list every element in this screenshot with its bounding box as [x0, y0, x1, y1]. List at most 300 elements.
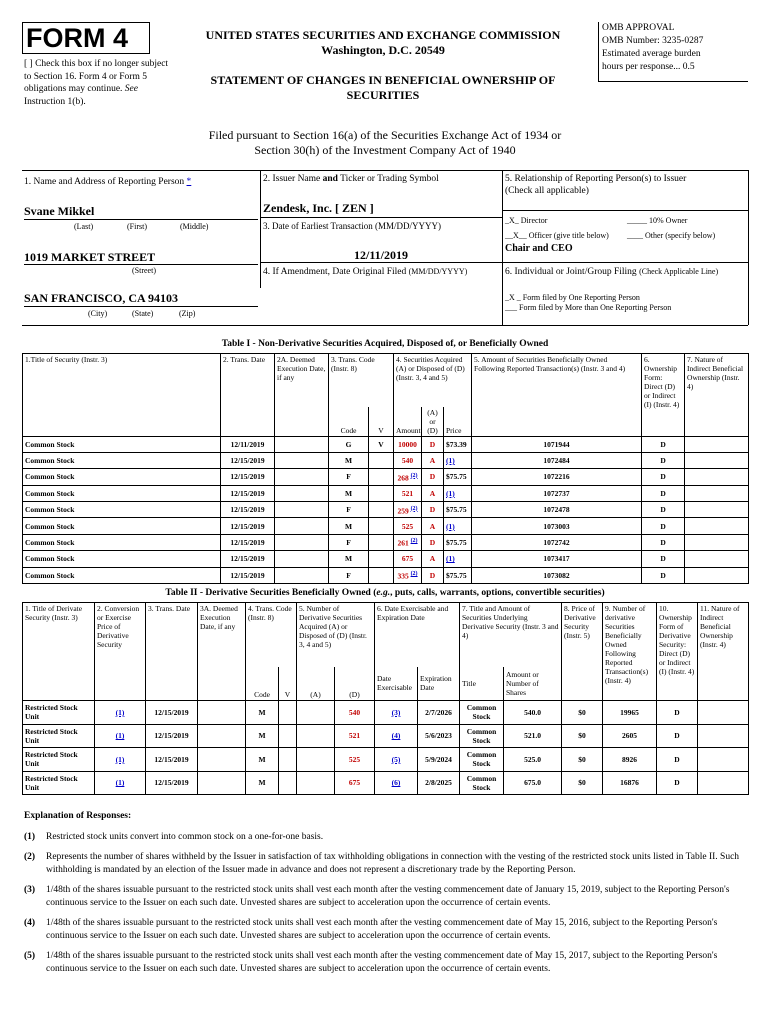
footnote-number: (2) [24, 852, 36, 862]
t1-header-nature: 7. Nature of Indirect Beneficial Ownership (Instr. 4) [685, 354, 749, 437]
t1-aord: D [422, 469, 444, 485]
t2-owned: 8926 [603, 748, 657, 772]
t2-conversion-footnote[interactable]: (1) [115, 778, 125, 788]
t1-owned: 1073082 [472, 567, 642, 583]
t2-nature [698, 748, 749, 772]
checkbox-note-instruction: Instruction 1(b). [24, 96, 86, 107]
footnote [24, 950, 748, 976]
t1-owned: 1072742 [472, 534, 642, 550]
t2-sub-a: (A) [297, 667, 335, 701]
t1-date: 12/15/2019 [221, 567, 275, 583]
t1-form: D [642, 502, 685, 518]
table-row [23, 724, 749, 748]
footnote-number: (4) [24, 918, 36, 928]
t1-amount-value: 521 [401, 488, 414, 498]
t1-nature [685, 567, 749, 583]
notes-title: Explanation of Responses: [24, 811, 132, 821]
t1-title: Common Stock [23, 436, 221, 452]
t1-deemed [275, 534, 329, 550]
t2-form: D [657, 724, 698, 748]
agency-name: UNITED STATES SECURITIES AND EXCHANGE COMMISSION [205, 28, 561, 42]
t1-nature [685, 436, 749, 452]
t1-title: Common Stock [23, 485, 221, 501]
t1-owned: 1073003 [472, 518, 642, 534]
reporting-person-section [22, 170, 748, 325]
t2-v [279, 724, 297, 748]
t1-deemed [275, 485, 329, 501]
t1-price-footnote[interactable]: (1) [446, 554, 455, 564]
t2-header-code: 4. Trans. Code (Instr. 8) [246, 603, 297, 667]
footnote [24, 884, 748, 910]
t1-title: Common Stock [23, 551, 221, 567]
agency-city: Washington, D.C. 20549 [321, 43, 445, 57]
table1-body [23, 436, 749, 584]
t1-title: Common Stock [23, 534, 221, 550]
t2-v [279, 771, 297, 795]
ten-percent-owner-checkbox[interactable]: _____ 10% Owner [627, 216, 688, 225]
box2-label-b: Ticker or Trading Symbol [340, 174, 439, 184]
t1-price-value: $75.75 [446, 570, 467, 580]
t1-v [369, 534, 394, 550]
t2-code: M [246, 701, 279, 725]
t1-title: Common Stock [23, 469, 221, 485]
t2-d: 675 [335, 771, 375, 795]
t2-underlying-amount: 540.0 [504, 701, 562, 725]
footnote-text: 1/48th of the shares issuable pursuant to the restricted stock units shall vest each month after the vesting commencement date of January 15, 2019, subject to the Reporting Person's continuous service to the Issuer on each such date. Unvested shares are subject to acceleration upon the occurrence of certain events. [46, 885, 730, 908]
t1-sub-v: V [369, 407, 394, 437]
t2-date: 12/15/2019 [146, 724, 198, 748]
box4-label-a: 4. If Amendment, Date Original Filed [263, 267, 407, 277]
t2-a [297, 724, 335, 748]
t1-deemed [275, 452, 329, 468]
t1-code: F [329, 534, 369, 550]
last-label: (Last) [74, 222, 94, 231]
t2-exercisable [375, 771, 418, 795]
statement-line-2: SECURITIES [346, 88, 420, 102]
table1-title: Table I - Non-Derivative Securities Acquired, Disposed of, or Beneficially Owned [221, 339, 549, 349]
table1 [22, 353, 749, 584]
t2-exercisable-footnote[interactable]: (5) [391, 754, 401, 764]
table-row [23, 534, 749, 550]
explanation-of-responses [24, 810, 748, 983]
t1-form: D [642, 469, 685, 485]
t2-sub-amount: Amount or Number of Shares [504, 667, 562, 701]
t2-underlying-amount: 521.0 [504, 724, 562, 748]
t1-price [444, 452, 472, 468]
t2-d: 521 [335, 724, 375, 748]
t1-amount-footnote[interactable]: (2) [410, 571, 418, 578]
t1-deemed [275, 436, 329, 452]
t2-exercisable [375, 748, 418, 772]
t2-expiration: 2/8/2025 [418, 771, 460, 795]
omb-approval: OMB APPROVAL [602, 23, 675, 33]
box2-label-a: 2. Issuer Name [263, 174, 321, 184]
box6-label [505, 266, 718, 278]
t1-amount-value: 261 [397, 538, 409, 548]
box1-label [24, 176, 191, 188]
t2-sub-v: V [279, 667, 297, 701]
table-row [23, 518, 749, 534]
t2-owned: 19965 [603, 701, 657, 725]
middle-label: (Middle) [180, 222, 209, 231]
t2-price: $0 [562, 724, 603, 748]
t1-header-title: 1.Title of Security (Instr. 3) [23, 354, 221, 437]
box5-label [505, 173, 745, 197]
filed-pursuant [100, 128, 670, 158]
t2-price: $0 [562, 771, 603, 795]
zip-label: (Zip) [179, 309, 196, 318]
filed-line-1: Filed pursuant to Section 16(a) of the Securities Exchange Act of 1934 or [208, 128, 562, 142]
t1-date: 12/15/2019 [221, 502, 275, 518]
t1-nature [685, 518, 749, 534]
checkbox-note-see: See [124, 84, 138, 94]
t1-code: F [329, 567, 369, 583]
footnote [24, 917, 748, 943]
footnote [24, 831, 748, 844]
t1-deemed [275, 469, 329, 485]
street-address: 1019 MARKET STREET [24, 250, 156, 264]
t2-conversion [95, 701, 146, 725]
t2-a [297, 771, 335, 795]
box4-label [263, 266, 467, 278]
checkbox-note [24, 58, 174, 108]
omb-number: OMB Number: 3235-0287 [602, 36, 704, 46]
t1-v [369, 485, 394, 501]
t2-nature [698, 701, 749, 725]
t1-owned: 1071944 [472, 436, 642, 452]
box5-label-text: 5. Relationship of Reporting Person(s) to Issuer [505, 174, 687, 184]
box5-sub: (Check all applicable) [505, 186, 589, 196]
box3-label: 3. Date of Earliest Transaction (MM/DD/YYYY) [263, 221, 441, 231]
table2-title-eg: e.g. [376, 588, 391, 598]
t1-amount [394, 518, 422, 534]
footnote-number: (3) [24, 885, 36, 895]
t2-title: Restricted Stock Unit [23, 724, 95, 748]
t2-nature [698, 771, 749, 795]
filing-one-person[interactable]: _X _ Form filed by One Reporting Person [505, 293, 640, 302]
filed-line-2: Section 30(h) of the Investment Company Act of 1940 [254, 143, 516, 157]
t2-deemed [198, 771, 246, 795]
footnote-text: 1/48th of the shares issuable pursuant to the restricted stock units shall vest each month after the vesting commencement date of May 15, 2016, subject to the Reporting Person's continuous service to the Issuer on each such date. Unvested shares are subject to acceleration upon the occurrence of certain events. [46, 918, 718, 941]
t2-v [279, 748, 297, 772]
t1-owned: 1072484 [472, 452, 642, 468]
t1-aord: A [422, 518, 444, 534]
footnote-text: 1/48th of the shares issuable pursuant to the restricted stock units shall vest each month after the vesting commencement date of May 15, 2017, subject to the Reporting Person's continuous service to the Issuer on each such date. Unvested shares are subject to acceleration upon the occurrence of certain events. [46, 951, 718, 974]
t2-owned: 16876 [603, 771, 657, 795]
t2-header-exercisable: 6. Date Exercisable and Expiration Date [375, 603, 460, 667]
omb-approval-box [598, 22, 748, 82]
t1-v [369, 469, 394, 485]
agency-heading [178, 28, 588, 58]
t2-owned: 2605 [603, 724, 657, 748]
box6-label-text: 6. Individual or Joint/Group Filing [505, 267, 637, 277]
t1-price [444, 534, 472, 550]
t1-amount-footnote[interactable]: (2) [410, 472, 418, 479]
t2-form: D [657, 771, 698, 795]
omb-burden-1: Estimated average burden [602, 49, 701, 59]
table-row [23, 567, 749, 583]
t1-deemed [275, 518, 329, 534]
t1-amount [394, 551, 422, 567]
t1-aord: A [422, 485, 444, 501]
box2-label [263, 173, 439, 185]
other-checkbox[interactable]: ____ Other (specify below) [627, 231, 716, 240]
t1-amount [394, 534, 422, 550]
t1-aord: A [422, 452, 444, 468]
street-label: (Street) [132, 266, 156, 275]
t2-a [297, 748, 335, 772]
footnote-text: Represents the number of shares withheld by the Issuer in satisfaction of tax withholding obligations in connection with the vesting of the restricted stock units listed in Table II. Such withholding is mandated by an election of the Issuer made in advance and does not represent a discretionary trade by the Reporting Person. [46, 852, 740, 875]
t1-date: 12/15/2019 [221, 485, 275, 501]
t2-conversion-footnote[interactable]: (1) [115, 754, 125, 764]
t2-header-title: 1. Title of Derivate Security (Instr. 3) [23, 603, 95, 701]
t1-deemed [275, 502, 329, 518]
t1-sub-amount: Amount [394, 407, 422, 437]
t1-header-deemed: 2A. Deemed Execution Date, if any [275, 354, 329, 437]
t1-aord: D [422, 502, 444, 518]
t1-aord: D [422, 436, 444, 452]
t1-price [444, 502, 472, 518]
t1-header-code: 3. Trans. Code (Instr. 8) [329, 354, 394, 407]
t1-amount-value: 10000 [398, 439, 417, 449]
t2-header-form: 10. Ownership Form of Derivative Security: Direct (D) or Indirect (I) (Instr. 4) [657, 603, 698, 701]
table-row [23, 436, 749, 452]
t1-title: Common Stock [23, 452, 221, 468]
t1-amount-footnote[interactable]: (2) [410, 505, 418, 512]
t1-price-value: $75.75 [446, 505, 467, 515]
t2-header-date: 3. Trans. Date [146, 603, 198, 701]
t1-price-footnote[interactable]: (1) [446, 488, 455, 498]
t1-aord: A [422, 551, 444, 567]
t1-owned: 1073417 [472, 551, 642, 567]
t2-title: Restricted Stock Unit [23, 748, 95, 772]
t1-aord: D [422, 567, 444, 583]
t1-amount [394, 567, 422, 583]
t1-header-owned: 5. Amount of Securities Beneficially Owned Following Reported Transaction(s) (Instr. 3 and 4) [472, 354, 642, 437]
t1-code: M [329, 518, 369, 534]
t1-sub-price: Price [444, 407, 472, 437]
table-row [23, 551, 749, 567]
t2-price: $0 [562, 748, 603, 772]
t1-date: 12/15/2019 [221, 469, 275, 485]
t2-form: D [657, 701, 698, 725]
t2-d: 540 [335, 701, 375, 725]
t2-date: 12/15/2019 [146, 701, 198, 725]
t2-nature [698, 724, 749, 748]
t2-exercisable [375, 724, 418, 748]
t2-expiration: 5/9/2024 [418, 748, 460, 772]
first-label: (First) [127, 222, 147, 231]
t2-title: Restricted Stock Unit [23, 701, 95, 725]
t1-form: D [642, 567, 685, 583]
footnote-text: Restricted stock units convert into common stock on a one-for-one basis. [46, 832, 324, 842]
t2-sub-title: Title [460, 667, 504, 701]
t2-underlying-title: Common Stock [460, 748, 504, 772]
footnote-number: (5) [24, 951, 36, 961]
t2-header-conversion: 2. Conversion or Exercise Price of Derivative Security [95, 603, 146, 701]
t2-sub-code: Code [246, 667, 279, 701]
table2-body [23, 701, 749, 795]
t2-exercisable [375, 701, 418, 725]
t1-nature [685, 485, 749, 501]
earliest-transaction-date: 12/11/2019 [354, 248, 409, 262]
t1-v [369, 551, 394, 567]
t1-price [444, 436, 472, 452]
t2-expiration: 2/7/2026 [418, 701, 460, 725]
t1-amount [394, 469, 422, 485]
t1-price-footnote[interactable]: (1) [446, 456, 455, 466]
t1-form: D [642, 551, 685, 567]
t1-amount-value: 335 [397, 571, 409, 581]
t1-amount-value: 525 [401, 521, 414, 531]
table-row [23, 701, 749, 725]
t1-v: V [369, 436, 394, 452]
t1-owned: 1072216 [472, 469, 642, 485]
t2-conversion-footnote[interactable]: (1) [115, 731, 125, 741]
t1-amount-value: 540 [401, 456, 414, 466]
t1-amount [394, 485, 422, 501]
t1-deemed [275, 567, 329, 583]
table2-title [22, 588, 748, 598]
t2-deemed [198, 701, 246, 725]
table-row [23, 502, 749, 518]
t1-nature [685, 452, 749, 468]
box4-label-b: (MM/DD/YYYY) [408, 267, 468, 276]
table2 [22, 602, 749, 795]
t1-price [444, 469, 472, 485]
t2-exercisable-footnote[interactable]: (4) [391, 731, 401, 741]
t1-form: D [642, 485, 685, 501]
t1-price [444, 518, 472, 534]
t1-nature [685, 534, 749, 550]
t1-header-form: 6. Ownership Form: Direct (D) or Indirect (I) (Instr. 4) [642, 354, 685, 437]
box1-star-link[interactable]: * [186, 177, 192, 187]
t2-title: Restricted Stock Unit [23, 771, 95, 795]
t1-v [369, 452, 394, 468]
t1-nature [685, 502, 749, 518]
t1-nature [685, 551, 749, 567]
table-row [23, 485, 749, 501]
t2-header-nature: 11. Nature of Indirect Beneficial Ownership (Instr. 4) [698, 603, 749, 701]
t1-form: D [642, 534, 685, 550]
t1-amount-value: 268 [397, 473, 409, 483]
t1-date: 12/11/2019 [221, 436, 275, 452]
city-state-zip: SAN FRANCISCO, CA 94103 [24, 291, 179, 305]
table-row [23, 469, 749, 485]
t1-title: Common Stock [23, 502, 221, 518]
t2-price: $0 [562, 701, 603, 725]
t1-date: 12/15/2019 [221, 551, 275, 567]
t2-sub-exercisable: Date Exercisable [375, 667, 418, 701]
t2-exercisable-footnote[interactable]: (6) [391, 778, 401, 788]
t2-conversion-footnote[interactable]: (1) [115, 707, 125, 717]
form-title-box [22, 22, 150, 54]
t1-price-value: $73.39 [446, 439, 467, 449]
t1-code: M [329, 452, 369, 468]
footnote-number: (1) [24, 832, 36, 842]
table-row [23, 748, 749, 772]
officer-checkbox[interactable]: __X__ Officer (give title below) [505, 231, 609, 240]
t1-nature [685, 469, 749, 485]
director-checkbox[interactable]: _X_ Director [505, 216, 548, 225]
t2-date: 12/15/2019 [146, 748, 198, 772]
t2-d: 525 [335, 748, 375, 772]
t2-conversion [95, 748, 146, 772]
t2-date: 12/15/2019 [146, 771, 198, 795]
t1-price-footnote[interactable]: (1) [446, 521, 455, 531]
t1-sub-code: Code [329, 407, 369, 437]
box6-sub: (Check Applicable Line) [639, 267, 719, 276]
t1-price [444, 567, 472, 583]
t2-conversion [95, 724, 146, 748]
t1-deemed [275, 551, 329, 567]
t2-header-underlying: 7. Title and Amount of Securities Underlying Derivative Security (Instr. 3 and 4) [460, 603, 562, 667]
t2-a [297, 701, 335, 725]
t1-date: 12/15/2019 [221, 534, 275, 550]
t2-exercisable-footnote[interactable]: (3) [391, 707, 401, 717]
t2-underlying-title: Common Stock [460, 724, 504, 748]
t1-code: G [329, 436, 369, 452]
t2-underlying-title: Common Stock [460, 771, 504, 795]
t2-deemed [198, 748, 246, 772]
t1-amount [394, 452, 422, 468]
t2-sub-expiration: Expiration Date [418, 667, 460, 701]
t1-sub-aord: (A) or (D) [422, 407, 444, 437]
t1-amount [394, 502, 422, 518]
t1-date: 12/15/2019 [221, 518, 275, 534]
t1-owned: 1072478 [472, 502, 642, 518]
table2-title-a: Table II - Derivative Securities Beneficially Owned ( [165, 588, 377, 598]
t2-form: D [657, 748, 698, 772]
t1-price [444, 485, 472, 501]
t1-code: F [329, 469, 369, 485]
table2-title-b: , puts, calls, warrants, options, convertible securities) [390, 588, 605, 598]
filing-multiple-persons[interactable]: ___ Form filed by More than One Reporting Person [505, 303, 672, 312]
t1-title: Common Stock [23, 518, 221, 534]
notes-list [24, 831, 748, 976]
form-title: FORM 4 [26, 23, 129, 53]
checkbox-note-text: [ ] Check this box if no longer subject to Section 16. Form 4 or Form 5 obligations may continue. [24, 59, 169, 94]
t1-header-securities: 4. Securities Acquired (A) or Disposed of (D) (Instr. 3, 4 and 5) [394, 354, 472, 407]
t1-form: D [642, 518, 685, 534]
t1-amount-footnote[interactable]: (2) [410, 538, 418, 545]
city-label: (City) [88, 309, 108, 318]
t1-title: Common Stock [23, 567, 221, 583]
t2-underlying-amount: 675.0 [504, 771, 562, 795]
t2-code: M [246, 724, 279, 748]
table-row [23, 771, 749, 795]
t1-aord: D [422, 534, 444, 550]
t1-amount-value: 259 [397, 506, 409, 515]
t1-form: D [642, 436, 685, 452]
statement-line-1: STATEMENT OF CHANGES IN BENEFICIAL OWNERSHIP OF [210, 73, 556, 87]
t2-underlying-title: Common Stock [460, 701, 504, 725]
officer-title: Chair and CEO [505, 243, 573, 254]
t2-sub-d: (D) [335, 667, 375, 701]
t1-price-value: $75.75 [446, 538, 467, 548]
t2-v [279, 701, 297, 725]
t2-header-deemed: 3A. Deemed Execution Date, if any [198, 603, 246, 701]
t2-header-owned: 9. Number of derivative Securities Beneficially Owned Following Reported Transaction(s) (Instr. 4) [603, 603, 657, 701]
t1-code: M [329, 485, 369, 501]
issuer-name: Zendesk, Inc. [ ZEN ] [263, 201, 374, 215]
box1-label-text: 1. Name and Address of Reporting Person [24, 177, 185, 187]
t1-date: 12/15/2019 [221, 452, 275, 468]
table-row [23, 452, 749, 468]
t1-amount [394, 436, 422, 452]
t1-price [444, 551, 472, 567]
statement-heading [178, 73, 588, 103]
